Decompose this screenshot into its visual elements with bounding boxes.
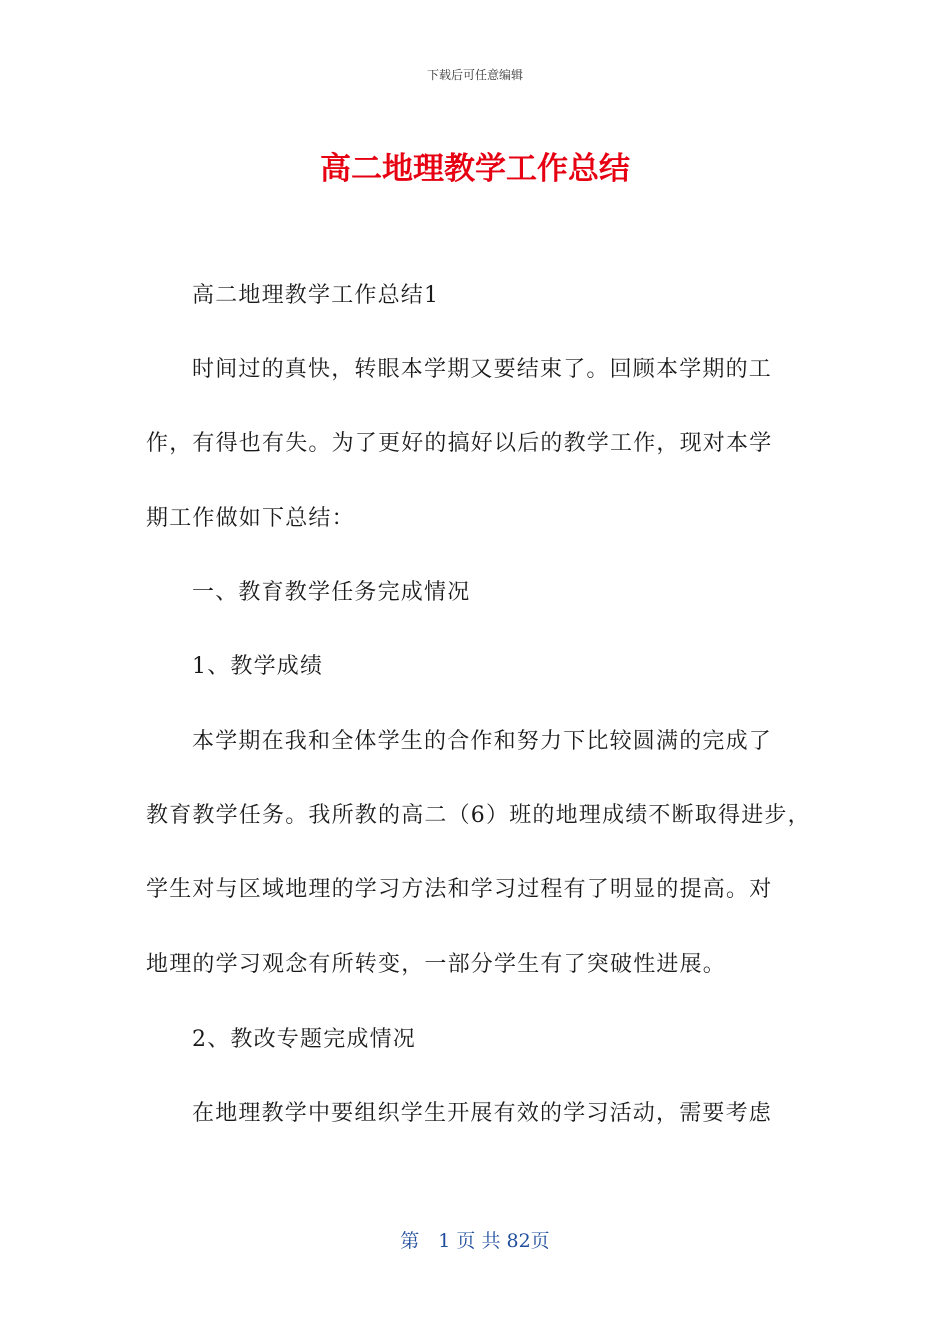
paragraph-line: 教育教学任务。我所教的高二（6）班的地理成绩不断取得进步， (146, 803, 811, 828)
subsection-heading: 1、教学成绩 (192, 654, 324, 679)
paragraph-line: 期工作做如下总结： (146, 506, 355, 531)
paragraph-line: 学生对与区域地理的学习方法和学习过程有了明显的提高。对 (146, 877, 773, 902)
paragraph-line: 地理的学习观念有所转变，一部分学生有了突破性进展。 (146, 952, 727, 977)
paragraph-line: 高二地理教学工作总结1 (192, 283, 440, 308)
paragraph-line: 作，有得也有失。为了更好的搞好以后的教学工作，现对本学 (146, 431, 773, 456)
header-note: 下载后可任意编辑 (426, 68, 523, 82)
paragraph-line: 在地理教学中要组织学生开展有效的学习活动，需要考虑 (192, 1101, 773, 1126)
document-title: 高二地理教学工作总结 (320, 151, 630, 187)
paragraph-line: 本学期在我和全体学生的合作和努力下比较圆满的完成了 (192, 729, 773, 754)
subsection-heading: 2、教改专题完成情况 (192, 1027, 416, 1052)
page-footer: 第 1 页 共 82页 (400, 1230, 550, 1252)
section-heading: 一、教育教学任务完成情况 (192, 580, 471, 605)
paragraph-line: 时间过的真快，转眼本学期又要结束了。回顾本学期的工 (192, 357, 773, 382)
